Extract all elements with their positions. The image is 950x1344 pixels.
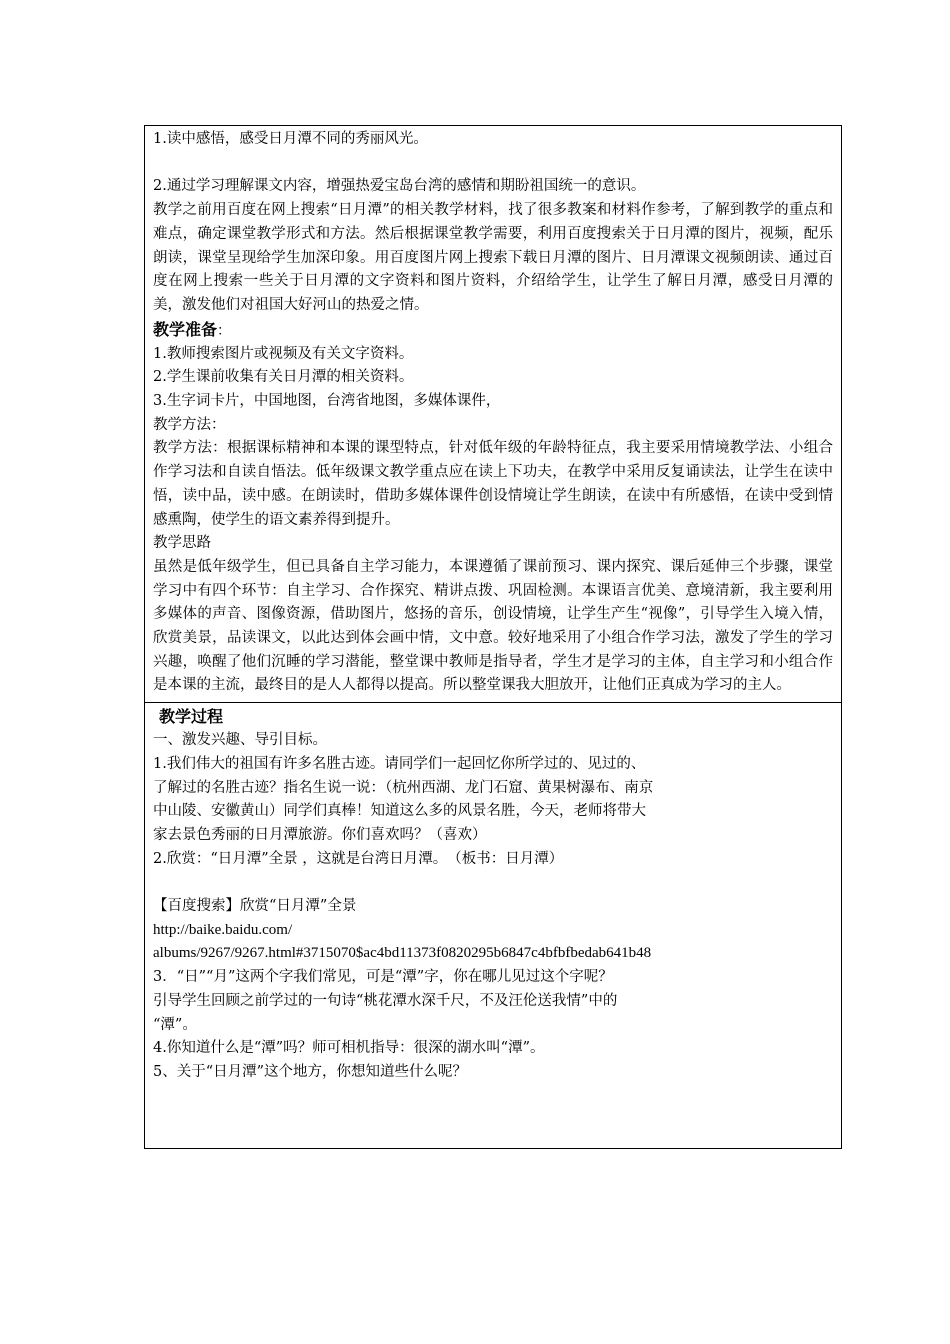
process-line: 一、激发兴趣、导引目标。 bbox=[153, 732, 327, 749]
baidu-link-line-1[interactable]: http://baike.baidu.com/ bbox=[153, 921, 293, 938]
methods-paragraph: 教学方法：根据课标精神和本课的课型特点，针对低年级的年龄特征点，我主要采用情境教学法、小组合作学习法和自读自悟法。低年级课文教学重点应在读上下功夫，在教学中采用反复诵读法，让学生在读中悟，读中品，读中感。在朗读时，借助多媒体课件创设情境让学生朗读，在读中有所感悟，在读中受到情感熏陶，使学生的语文素养得到提升。 bbox=[153, 440, 833, 528]
objective-item-2: 2.通过学习理解课文内容，增强热爱宝岛台湾的感情和期盼祖国统一的意识。 bbox=[153, 178, 646, 195]
baidu-usage-paragraph: 教学之前用百度在网上搜索“日月潭”的相关教学材料，找了很多教案和材料作参考，了解到教学的重点和难点，确定课堂教学形式和方法。然后根据课堂教学需要，利用百度搜索关于日月潭的图片，视频，配乐朗读，课堂呈现给学生加深印象。用百度图片网上搜索下载日月潭的图片、日月潭课文视频朗读、通过百度在网上搜索一些关于日月潭的文字资料和图片资料，介绍给学生，让学生了解日月潭，感受日月潭的美，激发他们对祖国大好河山的热爱之情。 bbox=[153, 202, 833, 313]
methods-label: 教学方法： bbox=[153, 416, 226, 433]
process-line: 家去景色秀丽的日月潭旅游。你们喜欢吗？（喜欢） bbox=[153, 826, 487, 843]
baidu-link-line-2[interactable]: albums/9267/9267.html#3715070$ac4bd11373f0820295b6847c4bfbfbedab641b48 bbox=[153, 945, 652, 962]
process-heading: 教学过程 bbox=[159, 707, 224, 727]
preparation-item-3: 3.生字词卡片，中国地图，台湾省地图，多媒体课件， bbox=[153, 393, 501, 410]
preparation-heading-colon: ： bbox=[217, 322, 232, 339]
thinking-paragraph: 虽然是低年级学生，但已具备自主学习能力，本课遵循了课前预习、课内探究、课后延伸三个步骤，课堂学习中有四个环节：自主学习、合作探究、精讲点拨、巩固检测。本课语言优美、意境清新，我主要利用多媒体的声音、图像资源，借助图片，悠扬的音乐，创设情境，让学生产生“视像”，引导学生入境入情，欣赏美景，品读课文，以此达到体会画中情，文中意。较好地采用了小组合作学习法，激发了学生的学习兴趣，唤醒了他们沉睡的学习潜能，整堂课中教师是指导者，学生才是学习的主体，自主学习和小组合作是本课的主流，最终目的是人人都得以提高。所以整堂课我大胆放开，让他们正真成为学习的主人。 bbox=[153, 558, 833, 694]
process-line: “潭”。 bbox=[153, 1016, 197, 1033]
process-line: 5、关于“日月潭”这个地方，你想知道些什么呢？ bbox=[153, 1063, 468, 1080]
lesson-plan-table bbox=[144, 125, 842, 1149]
process-line: 引导学生回顾之前学过的一句诗“桃花潭水深千尺，不及汪伦送我情”中的 bbox=[153, 992, 618, 1009]
process-line: 1.我们伟大的祖国有许多名胜古迹。请同学们一起回忆你所学过的、见过的、 bbox=[153, 755, 646, 772]
preparation-item-1: 1.教师搜索图片或视频及有关文字资料。 bbox=[153, 345, 414, 362]
process-line: 中山陵、安徽黄山）同学们真棒！知道这么多的风景名胜，今天，老师将带大 bbox=[153, 803, 646, 820]
preparation-heading bbox=[153, 318, 833, 343]
blank-line bbox=[153, 152, 833, 176]
objective-item-1: 1.读中感悟，感受日月潭不同的秀丽风光。 bbox=[153, 131, 428, 147]
process-line: 了解过的名胜古迹？指名生说一说：（杭州西湖、龙门石窟、黄果树瀑布、南京 bbox=[153, 779, 654, 796]
thinking-label: 教学思路 bbox=[153, 535, 211, 552]
objectives-and-preparation-cell bbox=[145, 126, 841, 703]
process-line: 3．“日”“月”这两个字我们常见，可是“潭”字，你在哪儿见过这个字呢？ bbox=[153, 969, 613, 986]
process-cell bbox=[145, 703, 841, 1148]
preparation-item-2: 2.学生课前收集有关日月潭的相关资料。 bbox=[153, 369, 414, 386]
preparation-heading-text: 教学准备 bbox=[153, 319, 218, 339]
process-line: 4.你知道什么是“潭”吗？师可相机指导：很深的湖水叫“潭”。 bbox=[153, 1040, 545, 1057]
process-line: 2.欣赏：“日月潭”全景 ，这就是台湾日月潭。 （板书：日月潭） bbox=[153, 850, 564, 867]
process-line-blank bbox=[153, 871, 833, 895]
baidu-search-line: 【百度搜索】欣赏“日月潭”全景 bbox=[153, 898, 357, 915]
